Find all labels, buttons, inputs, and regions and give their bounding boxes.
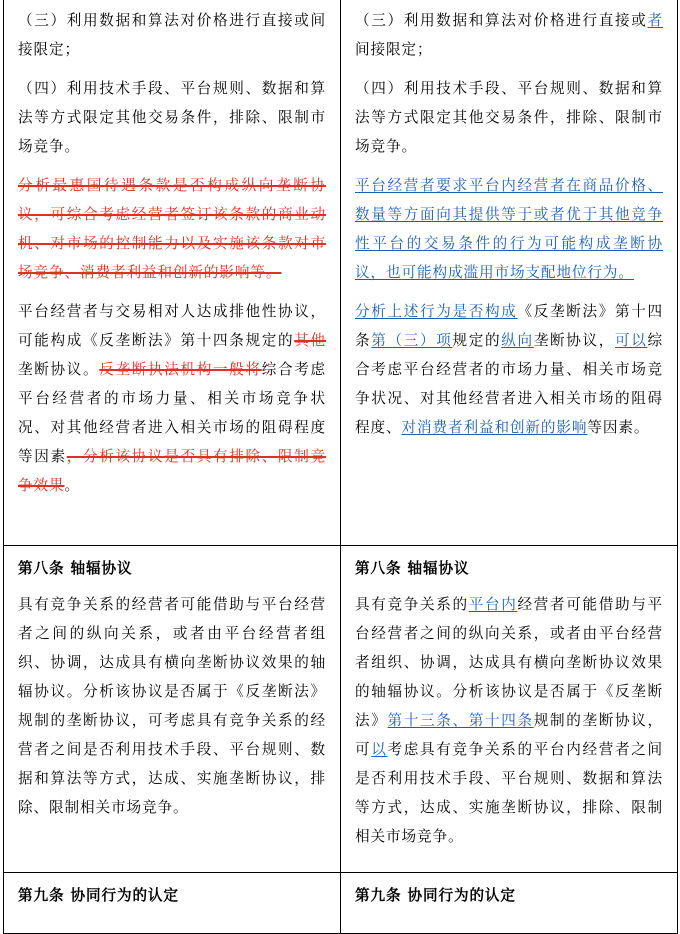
right-cell-row1	[341, 0, 678, 546]
deleted-text: 反垄断执法机构一般将	[99, 361, 262, 378]
right-article-8-heading: 第八条 轴辐协议	[355, 560, 470, 577]
table-row	[4, 546, 678, 873]
right-article-9-heading: 第九条 协同行为的认定	[355, 887, 516, 904]
left-article-8-body: 具有竞争关系的经营者可能借助与平台经营者之间的纵向关系，或者由平台经营者组织、协调，达成具有横向垄断协议效果的轴辐协议。分析该协议是否属于《反垄断法》规制的垄断协议，可考虑具有竞争关系的经营者之间是否利用技术手段、平台规则、数据和算法等方式，达成、实施垄断协议，排除、限制相关市场竞争。	[18, 596, 326, 816]
right-item-4: （四）利用技术手段、平台规则、数据和算法等方式限定其他交易条件，排除、限制市场竞争。	[355, 80, 663, 155]
right-cell-row3	[341, 873, 678, 934]
left-item-4: （四）利用技术手段、平台规则、数据和算法等方式限定其他交易条件，排除、限制市场竞争。	[18, 80, 326, 155]
right-inserted-paragraph	[355, 171, 663, 287]
inserted-text: 第（三）项	[371, 332, 453, 349]
right-item-3: （三）利用数据和算法对价格进行直接或者间接限定；	[355, 12, 663, 58]
right-analysis-paragraph: 分析上述行为是否构成《反垄断法》第十四条第（三）项规定的纵向垄断协议，可以综合考虑平台经营者的市场力量、相关市场竞争状况、对其他经营者进入相关市场的阻碍程度、对消费者利益和创新的影响等因素。	[355, 303, 663, 436]
inserted-text: 可以	[614, 332, 648, 349]
table-row	[4, 0, 678, 546]
inserted-text: 第十三条、第十四条	[387, 712, 534, 729]
deleted-text: ，	[66, 448, 83, 465]
left-cell-row3	[4, 873, 341, 934]
inserted-text: 纵向	[501, 332, 534, 349]
left-deleted-paragraph	[18, 171, 326, 287]
right-cell-row2	[341, 546, 678, 873]
right-article-8-body: 具有竞争关系的平台内经营者可能借助与平台经营者之间的纵向关系，或者由平台经营者组织、协调，达成具有横向垄断协议效果的轴辐协议。分析该协议是否属于《反垄断法》第十三条、第十四条规制的垄断协议，可以考虑具有竞争关系的平台内经营者之间是否利用技术手段、平台规则、数据和算法等方式，达成、实施垄断协议，排除、限制相关市场竞争。	[355, 596, 663, 845]
left-article-9-heading: 第九条 协同行为的认定	[18, 887, 179, 904]
left-exclusive-agreement-paragraph: 平台经营者与交易相对人达成排他性协议，可能构成《反垄断法》第十四条规定的其他垄断协议。反垄断执法机构一般将综合考虑平台经营者的市场力量、相关市场竞争状况、对其他经营者进入相关市场的阻碍程度等因素，分析该协议是否具有排除、限制竞争效果。	[18, 303, 326, 494]
inserted-text: 平台经营者要求平台内经营者在商品价格、数量等方面向其提供等于或者优于其他竞争性平台的交易条件的行为可能构成垄断协议，也可能构成滥用市场支配地位行为。	[355, 177, 663, 281]
inserted-text: 对消费者利益和创新的影响	[401, 419, 588, 436]
inserted-text: 平台内	[468, 596, 518, 613]
left-article-8-heading: 第八条 轴辐协议	[18, 560, 133, 577]
inserted-text: 以	[371, 741, 388, 758]
deleted-text: 分析最惠国待遇条款是否构成纵向垄断协议，可综合考虑经营者签订该条款的商业动机、对市场的控制能力以及实施该条款对市场竞争、消费者利益和创新的影响等。	[18, 177, 326, 281]
left-item-3: （三）利用数据和算法对价格进行直接或间接限定；	[18, 12, 326, 58]
deleted-text: 其他	[294, 332, 326, 349]
deleted-text: 分析该协议是否具有排除、限制竞争效果	[18, 448, 326, 494]
left-cell-row1	[4, 0, 341, 546]
comparison-table	[3, 0, 678, 934]
left-cell-row2	[4, 546, 341, 873]
inserted-text: 者	[647, 12, 663, 29]
table-row	[4, 873, 678, 934]
inserted-text: 分析上述行为是否构成	[355, 303, 518, 320]
